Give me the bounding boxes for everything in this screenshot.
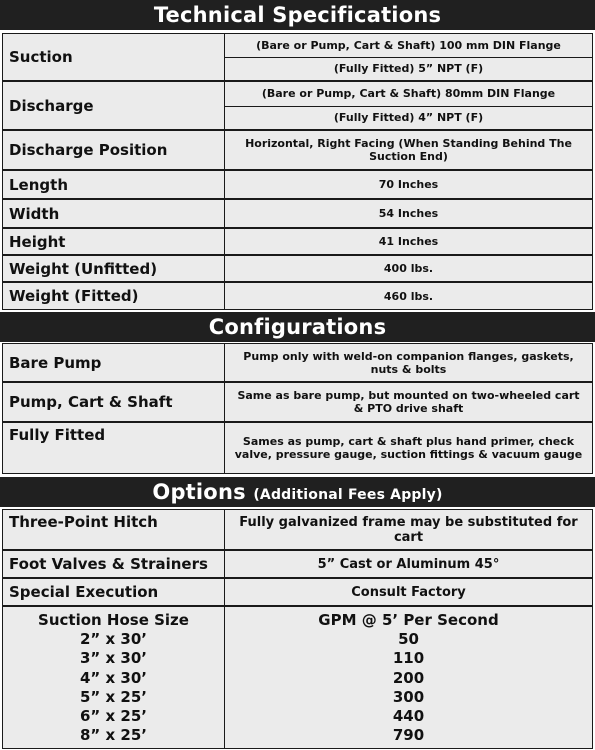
option-row-three-point-hitch <box>2 509 593 550</box>
spec-row-length <box>2 170 593 199</box>
hose-size-item: 3” x 30’ <box>80 649 147 668</box>
technical-specifications-header <box>0 0 595 30</box>
spec-row-discharge <box>2 81 593 130</box>
technical-specifications-title: Technical Specifications <box>153 3 442 27</box>
foot-valves-label: Foot Valves & Strainers <box>3 551 225 577</box>
config-row-pump-cart-shaft <box>2 382 593 422</box>
gpm-item: 790 <box>392 726 425 745</box>
bare-pump-label: Bare Pump <box>3 344 225 381</box>
spec-row-discharge-position <box>2 130 593 170</box>
spec-row-weight-fitted <box>2 282 593 310</box>
hose-size-column <box>3 607 225 748</box>
suction-value-bare: (Bare or Pump, Cart & Shaft) 100 mm DIN Flange <box>225 34 592 58</box>
hose-size-table <box>2 606 593 749</box>
hose-size-item: 2” x 30’ <box>80 630 147 648</box>
configurations-title: Configurations <box>208 315 387 339</box>
three-point-hitch-value: Fully galvanized frame may be substituted for cart <box>239 514 578 545</box>
pump-cart-shaft-value: Same as bare pump, but mounted on two-wheeled cart & PTO drive shaft <box>237 389 580 415</box>
hose-size-item: 6” x 25’ <box>80 707 147 726</box>
gpm-header: GPM @ 5’ Per Second <box>318 611 499 629</box>
special-execution-value: Consult Factory <box>351 584 466 600</box>
fully-fitted-label: Fully Fitted <box>3 423 225 473</box>
weight-fitted-label: Weight (Fitted) <box>3 283 225 309</box>
options-title: Options <box>152 480 246 504</box>
options-fee-note: (Additional Fees Apply) <box>253 487 443 503</box>
length-label: Length <box>3 171 225 198</box>
spec-row-weight-unfitted <box>2 255 593 282</box>
fully-fitted-value: Sames as pump, cart & shaft plus hand primer, check valve, pressure gauge, suction fittings & vacuum gauge <box>234 435 583 461</box>
spec-row-suction <box>2 33 593 81</box>
options-header <box>0 477 595 507</box>
gpm-item: 300 <box>392 687 425 706</box>
width-label: Width <box>3 200 225 227</box>
length-value: 70 Inches <box>378 178 439 191</box>
spec-row-width <box>2 199 593 228</box>
weight-fitted-value: 460 lbs. <box>383 289 434 303</box>
discharge-position-label: Discharge Position <box>3 131 225 169</box>
configurations-header <box>0 312 595 342</box>
width-value: 54 Inches <box>378 207 439 220</box>
gpm-item: 200 <box>392 668 425 687</box>
discharge-values <box>225 82 592 129</box>
option-row-special-execution <box>2 578 593 606</box>
hose-size-item: 8” x 25’ <box>80 726 147 745</box>
discharge-label: Discharge <box>3 82 225 129</box>
three-point-hitch-label: Three-Point Hitch <box>3 510 225 549</box>
suction-values <box>225 34 592 80</box>
foot-valves-value: 5” Cast or Aluminum 45° <box>317 556 500 572</box>
height-value: 41 Inches <box>378 235 439 248</box>
config-row-fully-fitted <box>2 422 593 474</box>
spec-row-height <box>2 228 593 255</box>
suction-label: Suction <box>3 34 225 80</box>
height-label: Height <box>3 229 225 254</box>
discharge-value-fitted: (Fully Fitted) 4” NPT (F) <box>333 110 484 124</box>
gpm-item: 440 <box>392 707 425 726</box>
hose-size-item: 4” x 30’ <box>80 668 147 687</box>
suction-value-fitted: (Fully Fitted) 5” NPT (F) <box>333 62 484 75</box>
weight-unfitted-value: 400 lbs. <box>383 262 434 275</box>
discharge-position-value: Horizontal, Right Facing (When Standing Behind The Suction End) <box>245 137 572 163</box>
bare-pump-value: Pump only with weld-on companion flanges, gaskets, nuts & bolts <box>243 349 574 376</box>
gpm-column <box>225 607 592 748</box>
option-row-foot-valves <box>2 550 593 578</box>
gpm-item: 50 <box>398 630 419 648</box>
hose-size-header: Suction Hose Size <box>38 611 189 629</box>
special-execution-label: Special Execution <box>3 579 225 605</box>
weight-unfitted-label: Weight (Unfitted) <box>3 256 225 281</box>
hose-size-item: 5” x 25’ <box>80 687 147 706</box>
pump-cart-shaft-label: Pump, Cart & Shaft <box>3 383 225 421</box>
discharge-value-bare: (Bare or Pump, Cart & Shaft) 80mm DIN Flange <box>225 82 592 107</box>
gpm-item: 110 <box>392 649 425 668</box>
config-row-bare-pump <box>2 343 593 382</box>
